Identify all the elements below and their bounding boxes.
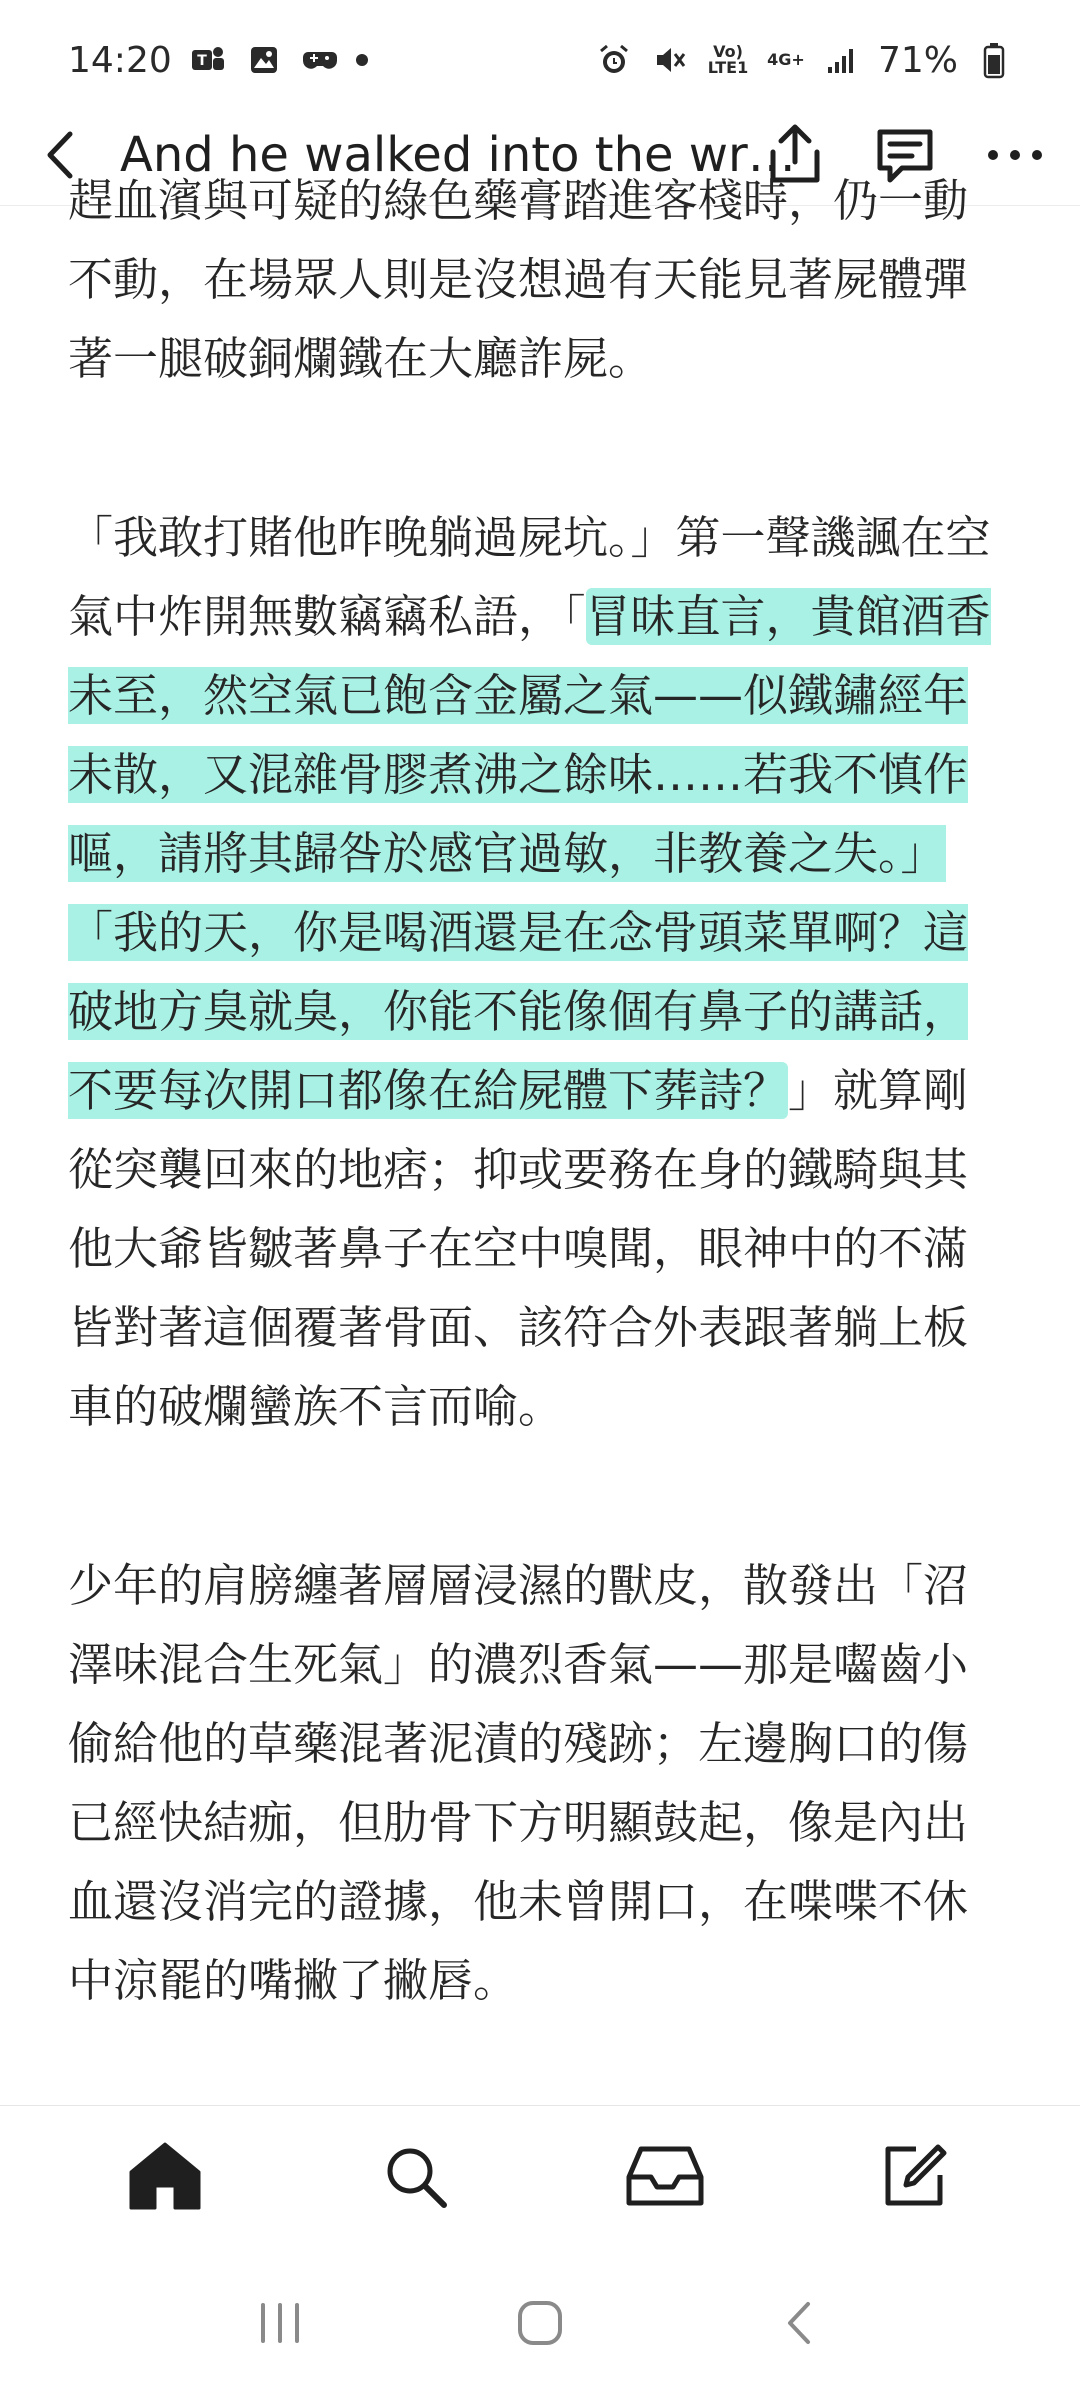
paragraph-2-end: 」就算剛從突襲回來的地痞；抑或要務在身的鐵騎與其他大爺皆皺著鼻子在空中嗅聞，眼神中的不滿皆對著這個覆著骨面、該符合外表跟著躺上板車的破爛蠻族不言而喻。 [68,1064,969,1433]
home-button[interactable] [495,2278,585,2368]
status-left [68,40,368,81]
paragraph-2 [68,498,1008,1446]
4g-icon: 4G+ [767,50,805,69]
recents-icon [255,2301,305,2345]
paragraph-2-start: 「我敢打賭他昨晚躺過屍坑。」第一聲譏諷在空氣中炸開無數竊竊私語，「 [68,511,991,643]
svg-text:T: T [196,53,207,69]
search-icon [380,2141,450,2211]
story-title: And he walked into the wr… [120,127,796,183]
system-back-button[interactable] [755,2278,845,2368]
paragraph-3: 少年的肩膀纏著層層浸濕的獸皮，散發出「沼澤味混合生死氣」的濃烈香氣——那是囓齒小偷給他的草藥混著泥漬的殘跡；左邊胸口的傷已經快結痂，但肋骨下方明顯鼓起，像是內出血還沒消完的證據，他未曾開口，在喋喋不休中涼罷的嘴撇了撇唇。 [68,1559,969,2007]
battery-icon [974,40,1014,80]
volte-icon: Vo) LTE1 [707,42,749,77]
dot-indicator [356,54,368,66]
alarm-icon [594,40,634,80]
article-body [68,161,1008,2120]
bottom-nav [0,2105,1080,2245]
reader-content[interactable] [0,174,1080,2106]
game-icon [300,40,340,80]
back-icon [780,2298,820,2348]
system-nav [0,2245,1080,2400]
gallery-icon [244,40,284,80]
mute-icon [650,40,690,80]
signal-icon [822,40,862,80]
compose-icon [880,2141,950,2211]
status-time: 14:20 [68,39,172,81]
battery-percent: 71% [877,39,958,81]
nav-home[interactable] [110,2121,220,2231]
home-icon [127,2140,203,2212]
nav-compose[interactable] [860,2121,970,2231]
nav-inbox[interactable] [610,2121,720,2231]
home-button-icon [515,2298,565,2348]
inbox-icon [625,2141,705,2211]
nav-search[interactable] [360,2121,470,2231]
highlighted-text[interactable]: 冒昧直言，貴館酒香未至，然空氣已飽含金屬之氣——似鐵鏽經年未散，又混雜骨膠煮沸之餘味……若我不慎作嘔，請將其歸咎於感官過敏，非教養之失。」「我的天，你是喝酒還是在念骨頭菜單啊？這破地方臭就臭，你能不能像個有鼻子的講話，不要每次開口都像在給屍體下葬詩？ [68,590,991,1117]
status-right [594,40,1014,81]
teams-icon [188,40,228,80]
recents-button[interactable] [235,2278,325,2368]
paragraph-1: 趕血濱與可疑的綠色藥膏踏進客棧時，仍一動不動，在場眾人則是沒想過有天能見著屍體彈著一腿破銅爛鐵在大廳詐屍。 [68,174,969,385]
status-bar [0,0,1080,120]
